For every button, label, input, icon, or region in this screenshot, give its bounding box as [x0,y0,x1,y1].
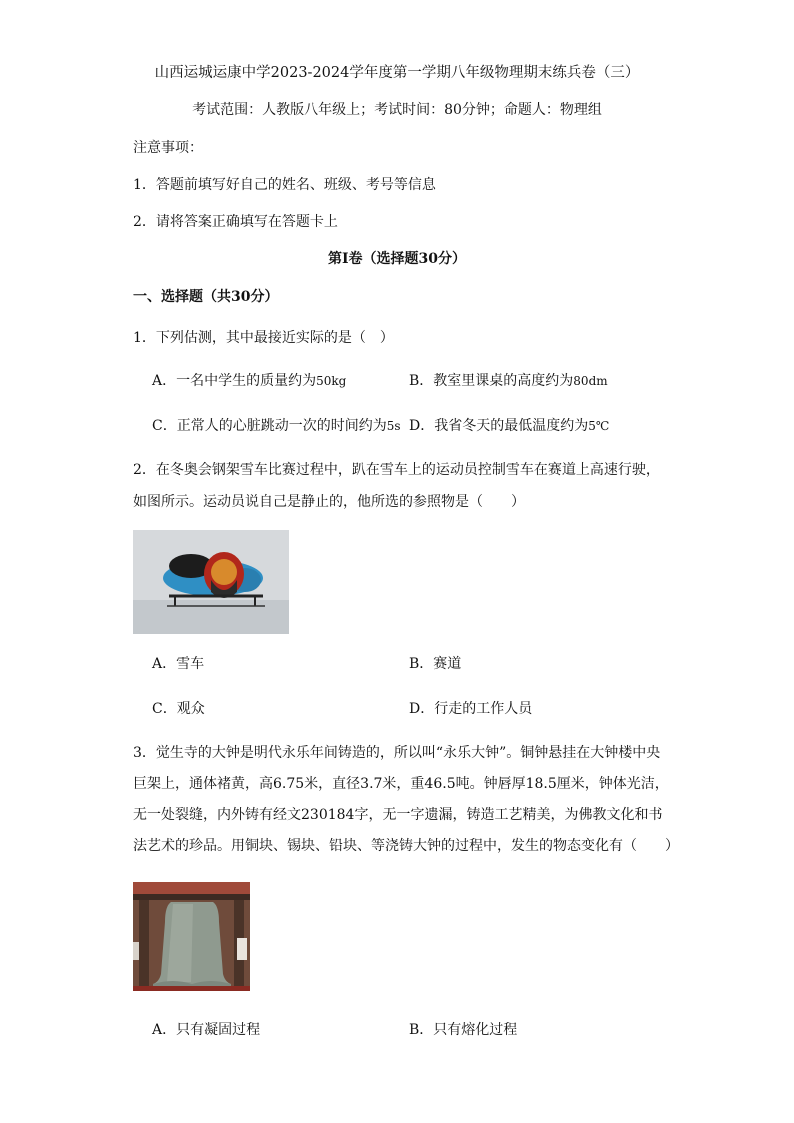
question-1-option-a [152,372,346,390]
yongle-bell-photo [133,882,250,991]
question-3-option-a: A．只有凝固过程 [152,1022,261,1038]
question-2-stem-line-1: 2．在冬奥会钢架雪车比赛过程中，趴在雪车上的运动员控制雪车在赛道上高速行驶， [133,462,660,478]
question-2-option-c: C．观众 [152,701,205,717]
question-1-option-b [409,372,608,390]
question-1-stem: 1．下列估测，其中最接近实际的是（ ） [133,330,394,346]
notes-heading: 注意事项： [133,140,203,156]
question-1-option-c [152,417,401,435]
exam-info: 考试范围：人教版八年级上；考试时间：80分钟；命题人：物理组 [192,102,602,118]
note-item-1: 1．答题前填写好自己的姓名、班级、考号等信息 [133,177,436,193]
option-unit: 5s [386,419,401,433]
volume-title: 第Ⅰ卷（选择题30分） [327,251,467,267]
question-2-option-b: B．赛道 [409,656,462,672]
question-3-stem-line-4: 法艺术的珍品。用铜块、锡块、铅块、等浇铸大钟的过程中，发生的物态变化有（ ） [133,838,679,854]
option-text: D．我省冬天的最低温度约为 [409,418,589,434]
question-2-option-a: A．雪车 [152,656,205,672]
question-1-option-d [409,417,609,435]
option-unit: 50kg [316,374,347,388]
question-3-stem-line-1: 3．觉生寺的大钟是明代永乐年间铸造的，所以叫“永乐大钟”。铜钟悬挂在大钟楼中央 [133,745,661,761]
exam-title: 山西运城运康中学2023-2024学年度第一学期八年级物理期末练兵卷（三） [154,65,640,81]
question-3-stem-line-3: 无一处裂缝，内外铸有经文230184字，无一字遗漏，铸造工艺精美，为佛教文化和书 [133,807,663,823]
bell-illustration [133,882,250,991]
question-2-stem-line-2: 如图所示。运动员说自己是静止的，他所选的参照物是（ ） [133,494,525,510]
option-unit: 5℃ [588,419,610,433]
option-text: B．教室里课桌的高度约为 [409,373,574,389]
option-text: C．正常人的心脏跳动一次的时间约为 [152,418,387,434]
option-text: A．一名中学生的质量约为 [152,373,317,389]
note-item-2: 2．请将答案正确填写在答题卡上 [133,214,338,230]
skeleton-sled-photo [133,530,289,634]
question-2-option-d: D．行走的工作人员 [409,701,533,717]
option-unit: 80dm [573,374,608,388]
part-title: 一、选择题（共30分） [133,289,279,305]
question-3-stem-line-2: 巨架上，通体褚黄，高6.75米，直径3.7米，重46.5吨。钟唇厚18.5厘米，钟体光洁， [133,776,669,792]
question-3-option-b: B．只有熔化过程 [409,1022,518,1038]
skeleton-sled-illustration [133,530,289,634]
